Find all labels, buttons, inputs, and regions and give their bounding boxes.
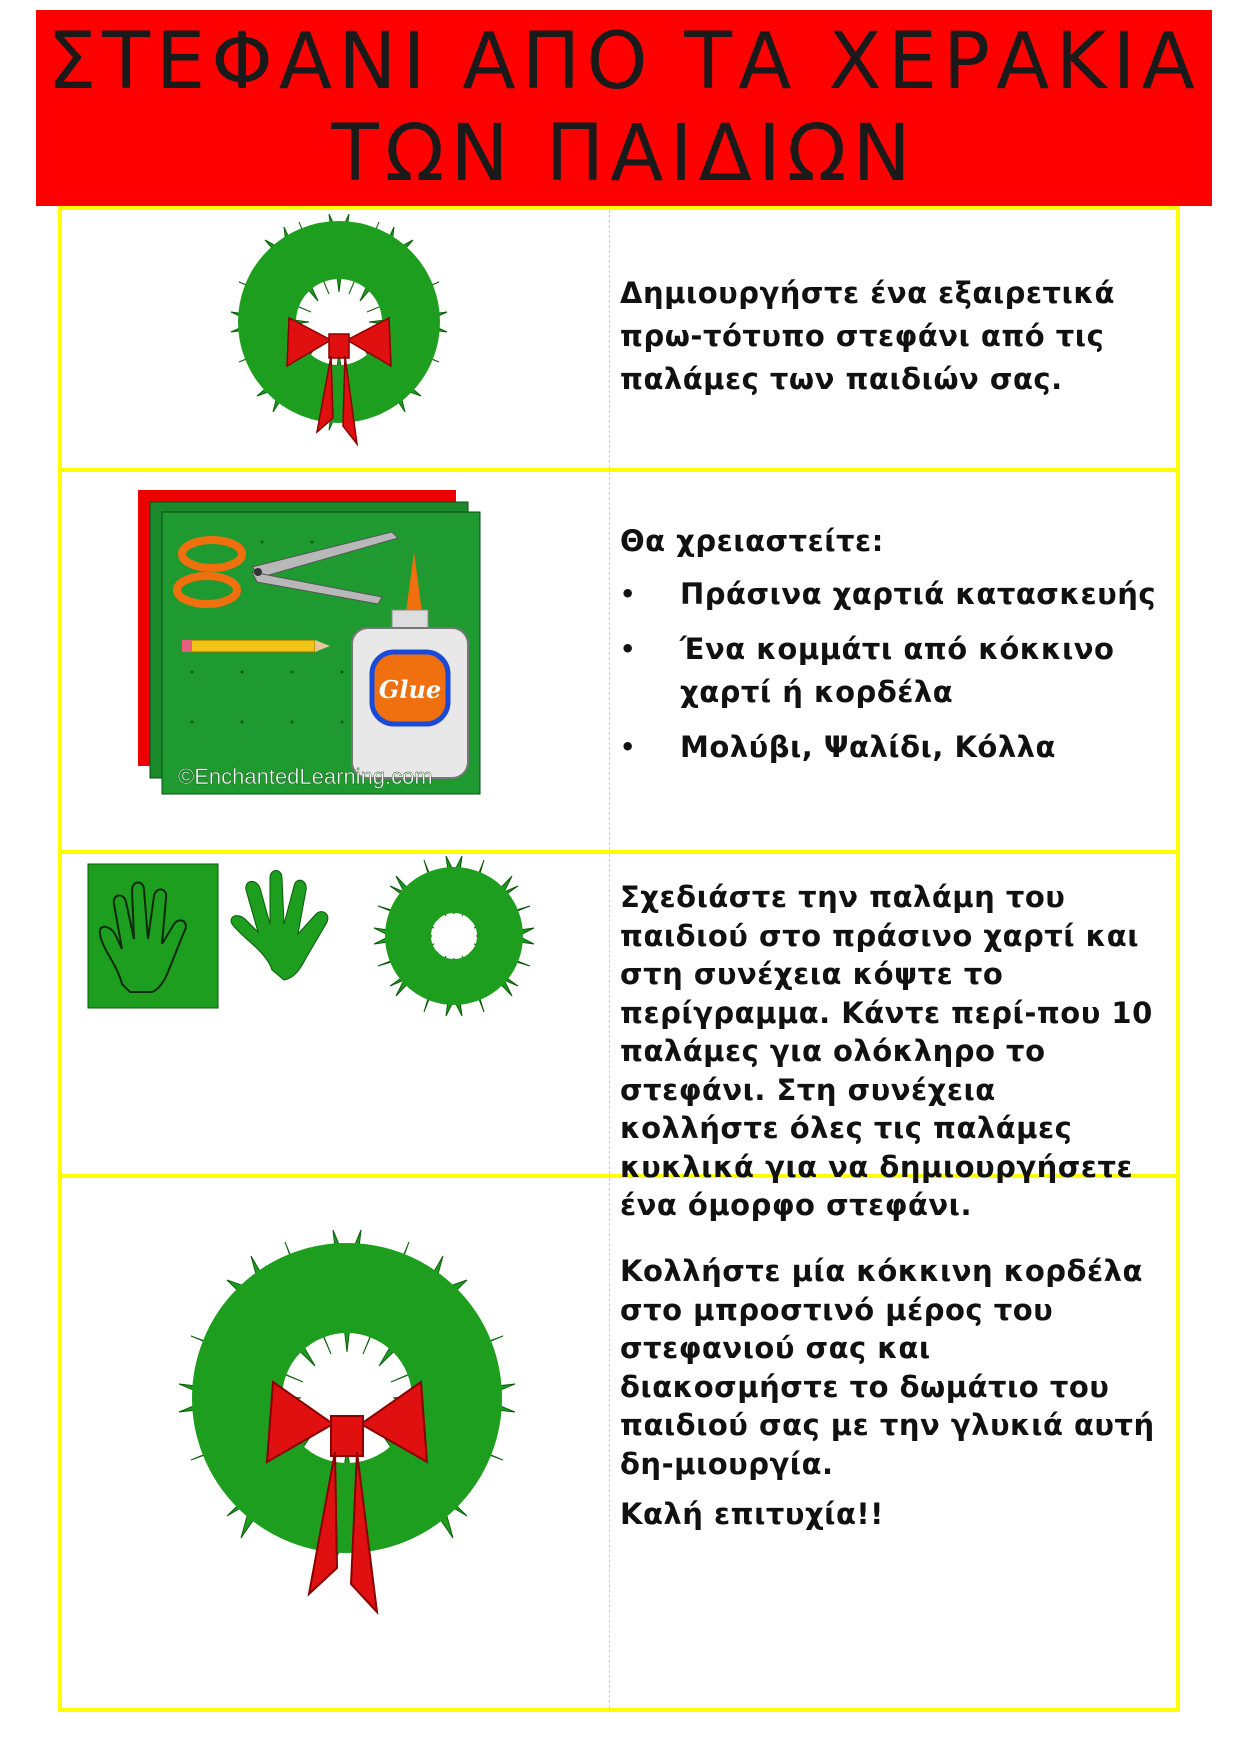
- wreath-small-image: [62, 210, 609, 468]
- final-paragraph: Κολλήστε μία κόκκινη κορδέλα στο μπροστινό μέρος του στεφανιού σας και διακοσμήστε το δωμάτιο του παιδιού σας με την γλυκιά αυτή δη-μιουργία.: [620, 1254, 1155, 1481]
- steps-table: [58, 206, 1180, 1712]
- hand-wreath-icon: [374, 856, 534, 1016]
- materials-item: • Ένα κομμάτι από κόκκινο χαρτί ή κορδέλα: [620, 628, 1160, 714]
- materials-item: • Πράσινα χαρτιά κατασκευής: [620, 573, 1160, 616]
- instructions-paragraph: Σχεδιάστε την παλάμη του παιδιού στο πράσινο χαρτί και στη συνέχεια κόψτε το περίγραμμα. Κάντε περί-που 10 παλάμες για ολόκληρο το στεφάνι. Στη συνέχεια κολλήστε όλες τις παλάμες κυκλικά για να δημιουργήσετε ένα όμορφο στεφάνι.: [620, 880, 1153, 1222]
- materials-list: [620, 573, 1160, 769]
- glue-label: Glue: [378, 675, 442, 704]
- step-row-instructions: [62, 854, 1176, 1222]
- instructions-text: [620, 878, 1160, 1225]
- step-row-final: [62, 1178, 1176, 1708]
- step-row-materials: [62, 472, 1176, 854]
- intro-text: [620, 272, 1160, 401]
- step-row-intro: [62, 210, 1176, 472]
- hand-cutout-icon: [231, 871, 328, 981]
- good-luck-text: Καλή επιτυχία!!: [620, 1497, 884, 1531]
- intro-paragraph: Δημιουργήστε ένα εξαιρετικά πρω-τότυπο στεφάνι από τις παλάμες των παιδιών σας.: [620, 276, 1115, 396]
- pencil-icon: [182, 640, 330, 652]
- materials-item: • Μολύβι, Ψαλίδι, Κόλλα: [620, 726, 1160, 769]
- final-text: [620, 1252, 1160, 1534]
- materials-heading: Θα χρειαστείτε:: [620, 524, 884, 558]
- handprint-steps-image: [62, 854, 609, 1174]
- wreath-large-image: [62, 1178, 609, 1708]
- materials-image: [62, 472, 609, 850]
- title-banner: [36, 10, 1212, 206]
- hand-outline-icon: [88, 864, 218, 1008]
- title-line-2: ΤΩΝ ΠΑΙΔΙΩΝ: [331, 109, 917, 199]
- enchanted-learning-credit: ©EnchantedLearning.com: [178, 764, 433, 789]
- materials-text: [620, 520, 1160, 781]
- title-line-1: ΣΤΕΦΑΝΙ ΑΠΟ ΤΑ ΧΕΡΑΚΙΑ: [47, 17, 1201, 107]
